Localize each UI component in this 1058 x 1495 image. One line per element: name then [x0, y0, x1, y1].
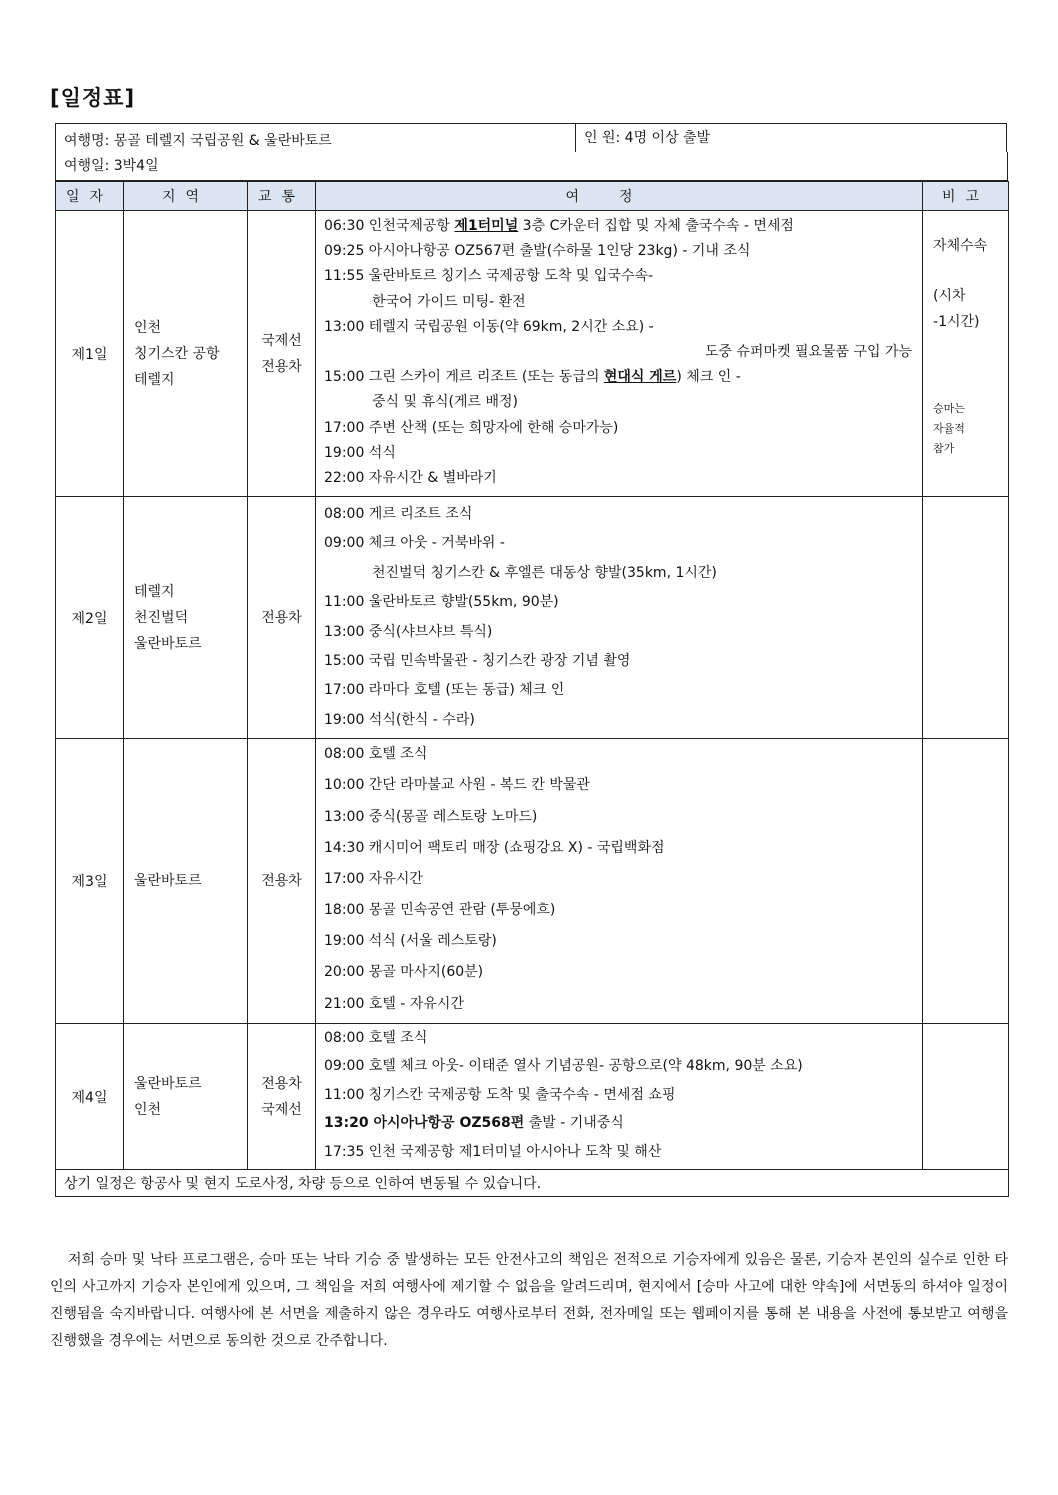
header-itinerary: 여정 [316, 182, 923, 211]
day3-region: 울란바토르 [124, 739, 248, 1024]
note-timediff-2: -1시간) [933, 314, 980, 330]
day1-region-3: 테렐지 [134, 371, 175, 388]
day3-line: 19:00 석식 (서울 레스토랑) [324, 933, 497, 950]
day3-line: 08:00 호텔 조식 [324, 746, 428, 763]
day3-label: 제3일 [56, 739, 124, 1024]
note-self-procedure: 자체수속 [933, 238, 988, 254]
header-note: 비고 [923, 182, 1009, 211]
day2-itinerary [316, 497, 923, 739]
day3-row [56, 739, 1009, 1024]
day4-transport-2: 국제선 [261, 1101, 302, 1118]
day2-region [124, 497, 248, 739]
terminal-1-highlight: 제1터미널 [454, 218, 519, 234]
day1-label: 제1일 [56, 211, 124, 497]
day1-transport [248, 211, 316, 497]
day4-region-1: 울란바토르 [134, 1075, 202, 1092]
day2-line: 08:00 게르 리조트 조식 [324, 506, 473, 522]
note-riding-1: 승마는 [933, 402, 965, 415]
day4-line [324, 1109, 916, 1138]
footer-row [56, 1170, 1009, 1197]
note-riding-2: 자율적 [933, 422, 965, 435]
trip-name: 여행명: 몽골 테렐지 국립공원 & 울란바토르 [56, 124, 923, 182]
day1-note [923, 211, 1009, 497]
day4-itinerary [316, 1023, 923, 1170]
day1-region-2: 칭기스칸 공항 [134, 345, 220, 362]
day1-line: 중식 및 휴식(게르 배정) [372, 394, 518, 411]
day4-line: 08:00 호텔 조식 [324, 1029, 428, 1046]
day1-row [56, 211, 1009, 497]
day2-line: 15:00 국립 민속박물관 - 칭기스칸 광장 기념 촬영 [324, 652, 631, 669]
header-day: 일자 [56, 182, 124, 211]
day1-line-1-text: 06:30 인천국제공항 [324, 218, 455, 234]
day3-note [923, 739, 1009, 1024]
day2-note [923, 497, 1009, 739]
page-title: [일정표] [50, 86, 136, 110]
day1-line: 도중 슈퍼마켓 필요물품 구입 가능 [704, 343, 913, 360]
riding-safety-notice: 저희 승마 및 낙타 프로그램은, 승마 또는 낙타 기승 중 발생하는 모든 안전사고의 책임은 전적으로 기승자에게 있음은 물론, 기승자 본인의 실수로 인한 타인의 사고까지 기승자 본인에게 있으며, 그 책임을 저희 여행사에 제기할 수 없음을 알려드리며, 현지에서 [승마 사고에 대한 약속]에 서면동의 하셔야 일정이 진행됨을 숙지바랍니다. 여행사에 본 서면을 제출하지 않은 경우라도 여행사로부터 전화, 전자메일 또는 웹페이지를 통해 본 내용을 사전에 통보받고 여행을 진행했을 경우에는 서면으로 동의한 것으로 간주합니다. [50, 1252, 1008, 1349]
day2-region-3: 울란바토르 [134, 635, 202, 652]
day1-line: 한국어 가이드 미팅- 환전 [372, 293, 526, 310]
day1-line: 19:00 석식 [324, 444, 396, 461]
footer-note: 상기 일정은 항공사 및 현지 도로사정, 차량 등으로 인하여 변동될 수 있습니다. [56, 1170, 1009, 1197]
day3-line: 20:00 몽골 마사지(60분) [324, 964, 484, 981]
schedule-table [55, 123, 1009, 1197]
day1-line-1-rest: 3층 C카운터 집합 및 자체 출국수속 - 면세점 [518, 218, 794, 234]
day1-transport-1: 국제선 [261, 332, 302, 349]
day4-note [923, 1023, 1009, 1170]
day1-line-7-text: 15:00 그린 스카이 게르 리조트 (또는 동급의 [324, 369, 604, 386]
modern-ger-highlight: 현대식 게르 [603, 369, 677, 386]
header-transport: 교통 [248, 182, 316, 211]
day1-line: 13:00 테렐지 국립공원 이동(약 69km, 2시간 소요) - [324, 318, 654, 335]
day2-line: 천진벌덕 칭기스칸 & 후엘른 대동상 향발(35km, 1시간) [372, 564, 717, 581]
day3-itinerary [316, 739, 923, 1024]
day4-line: 17:35 인천 국제공항 제1터미널 아시아나 도착 및 해산 [324, 1143, 662, 1160]
day3-line: 13:00 중식(몽골 레스토랑 노마드) [324, 808, 538, 825]
duration-row [55, 152, 1008, 181]
day3-line: 14:30 캐시미어 팩토리 매장 (쇼핑강요 X) - 국립백화점 [324, 839, 665, 856]
day3-line: 21:00 호텔 - 자유시간 [324, 995, 464, 1012]
day4-region-2: 인천 [134, 1101, 162, 1118]
day2-line: 17:00 라마다 호텔 (또는 동급) 체크 인 [324, 682, 565, 699]
day2-row [56, 497, 1009, 739]
day1-line [324, 365, 916, 390]
return-flight-highlight: 13:20 아시아나항공 OZ568편 [324, 1115, 525, 1132]
day2-transport: 전용차 [248, 497, 316, 739]
day4-line: 09:00 호텔 체크 아웃- 이태준 열사 기념공원- 공항으로(약 48km, 90분 소요) [324, 1058, 803, 1075]
day2-line: 09:00 체크 아웃 - 거북바위 - [324, 535, 505, 552]
day1-line [324, 214, 916, 239]
day1-line-7-rest: ) 체크 인 - [676, 369, 741, 386]
day1-line: 09:25 아시아나항공 OZ567편 출발(수하물 1인당 23kg) - 기내 조식 [324, 243, 751, 260]
day4-row [56, 1023, 1009, 1170]
day4-label: 제4일 [56, 1023, 124, 1170]
day2-line: 19:00 석식(한식 - 수라) [324, 711, 475, 728]
day4-region [124, 1023, 248, 1170]
day1-transport-2: 전용차 [261, 358, 302, 375]
day1-region [124, 211, 248, 497]
day1-line: 11:55 울란바토르 칭기스 국제공항 도착 및 입국수속- [324, 268, 654, 285]
people-count-text: 인 원: 4명 이상 출발 [584, 130, 711, 146]
note-timediff-1: (시차 [933, 288, 966, 304]
header-row [56, 182, 1009, 211]
note-riding-3: 참가 [933, 442, 955, 455]
day3-line: 10:00 간단 라마불교 사원 - 복드 칸 박물관 [324, 777, 590, 794]
day2-label: 제2일 [56, 497, 124, 739]
day3-line: 18:00 몽골 민속공연 관람 (투뭉에흐) [324, 902, 556, 919]
day1-region-1: 인천 [134, 319, 162, 336]
day4-line: 11:00 칭기스칸 국제공항 도착 및 출국수속 - 면세점 쇼핑 [324, 1086, 676, 1103]
day1-line: 22:00 자유시간 & 별바라기 [324, 469, 497, 486]
header-region: 지역 [124, 182, 248, 211]
people-cell [575, 123, 1007, 152]
day4-transport [248, 1023, 316, 1170]
day2-region-1: 테렐지 [134, 583, 175, 600]
day3-transport: 전용차 [248, 739, 316, 1024]
day1-itinerary [316, 211, 923, 497]
day2-region-2: 천진벌덕 [134, 609, 189, 626]
day4-line-4-rest: 출발 - 기내중식 [524, 1115, 624, 1132]
day2-line: 11:00 울란바토르 향발(55km, 90분) [324, 594, 559, 611]
day1-line: 17:00 주변 산책 (또는 희망자에 한해 승마가능) [324, 419, 619, 436]
day4-transport-1: 전용차 [261, 1075, 302, 1092]
trip-duration: 여행일: 3박4일 [64, 158, 159, 174]
day3-line: 17:00 자유시간 [324, 870, 423, 887]
day2-line: 13:00 중식(샤브샤브 특식) [324, 623, 493, 640]
